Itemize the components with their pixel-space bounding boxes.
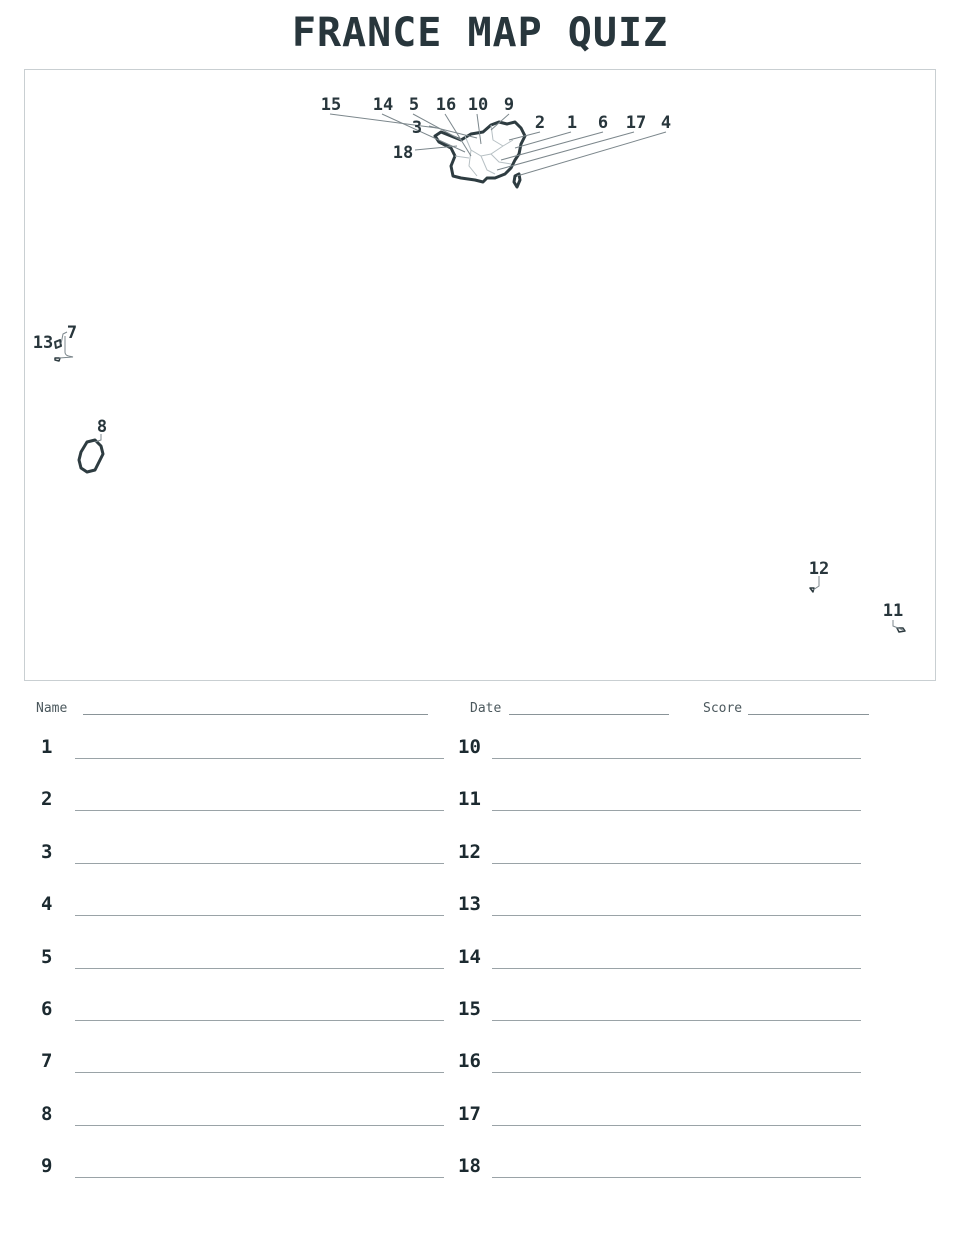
answer-line-10[interactable] [492,758,861,759]
answer-line-12[interactable] [492,863,861,864]
answer-number-3: 3 [41,841,53,863]
answer-line-13[interactable] [492,915,861,916]
answer-number-10: 10 [458,736,481,758]
map-label-13: 13 [32,333,54,353]
answer-line-5[interactable] [75,968,444,969]
answer-number-7: 7 [41,1050,53,1072]
score-field[interactable] [748,714,869,715]
map-label-7: 7 [66,323,78,343]
french-guiana [79,440,103,472]
map-label-1: 1 [566,113,578,133]
map-label-8: 8 [96,417,108,437]
map-label-17: 17 [625,113,647,133]
leader-lines [59,114,903,630]
map-label-11: 11 [882,601,904,621]
map-label-9: 9 [503,95,515,115]
map-label-2: 2 [534,113,546,133]
answer-line-11[interactable] [492,810,861,811]
answer-number-6: 6 [41,998,53,1020]
answer-line-7[interactable] [75,1072,444,1073]
guadeloupe [55,340,61,348]
map-label-4: 4 [660,113,672,133]
answer-line-17[interactable] [492,1125,861,1126]
answer-number-17: 17 [458,1103,481,1125]
map-label-5: 5 [408,95,420,115]
france-map [25,70,935,680]
name-field[interactable] [83,714,428,715]
date-field[interactable] [509,714,669,715]
answer-line-1[interactable] [75,758,444,759]
map-label-3: 3 [411,118,423,138]
map-label-12: 12 [808,559,830,579]
answer-number-9: 9 [41,1155,53,1177]
answer-number-18: 18 [458,1155,481,1177]
map-label-15: 15 [320,95,342,115]
answer-number-13: 13 [458,893,481,915]
answer-line-18[interactable] [492,1177,861,1178]
name-label: Name [36,701,68,716]
answer-line-4[interactable] [75,915,444,916]
answer-line-6[interactable] [75,1020,444,1021]
answer-number-12: 12 [458,841,481,863]
answer-number-8: 8 [41,1103,53,1125]
answer-line-15[interactable] [492,1020,861,1021]
answer-number-11: 11 [458,788,481,810]
answer-line-14[interactable] [492,968,861,969]
answer-line-3[interactable] [75,863,444,864]
answer-line-9[interactable] [75,1177,444,1178]
answer-number-14: 14 [458,946,481,968]
answer-number-2: 2 [41,788,53,810]
score-label: Score [703,701,743,716]
map-label-14: 14 [372,95,394,115]
answer-line-16[interactable] [492,1072,861,1073]
answer-line-2[interactable] [75,810,444,811]
page-title: FRANCE MAP QUIZ [291,10,669,56]
answer-number-16: 16 [458,1050,481,1072]
map-panel [24,69,936,681]
answer-number-5: 5 [41,946,53,968]
date-label: Date [470,701,502,716]
map-label-16: 16 [435,95,457,115]
map-label-10: 10 [467,95,489,115]
answer-line-8[interactable] [75,1125,444,1126]
answer-number-4: 4 [41,893,53,915]
map-label-6: 6 [597,113,609,133]
map-label-18: 18 [392,143,414,163]
answer-number-15: 15 [458,998,481,1020]
answer-number-1: 1 [41,736,53,758]
